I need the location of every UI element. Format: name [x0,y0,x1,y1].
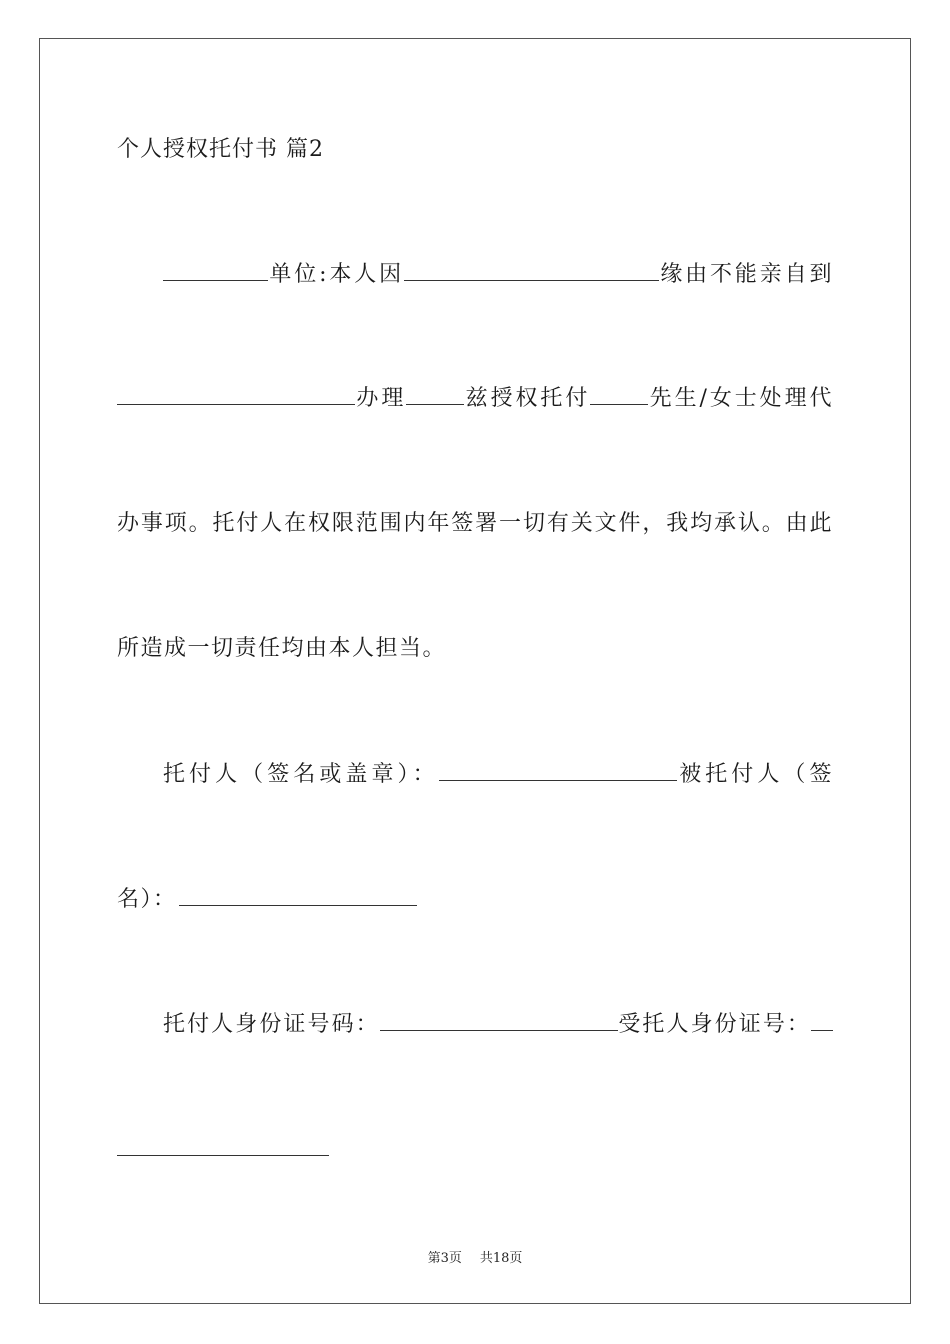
agent-id-blank[interactable] [117,1135,329,1156]
page-border [39,38,911,1304]
principal-id-label: 托付人身份证号码： [163,1012,380,1037]
person-title-text: 先生/女士处理代 [648,386,833,411]
paragraph-line-1 [163,260,833,290]
agent-id-label: 受托人身份证号： [617,1012,811,1037]
page-total: 共18页 [479,1251,523,1266]
principal-id-blank[interactable] [380,1010,618,1031]
unit-blank[interactable] [163,260,268,281]
paragraph-line-2 [117,384,833,414]
agent-signature-line [117,885,833,915]
agent-signature-blank[interactable] [179,885,417,906]
paragraph-line-4: 所造成一切责任均由本人担当。 [117,636,447,661]
document-title: 个人授权托付书 篇2 [117,137,324,162]
authorize-text: 兹授权托付 [464,386,591,411]
principal-signature-blank[interactable] [439,760,677,781]
id-number-line [163,1010,833,1040]
agent-id-blank-start[interactable] [811,1010,833,1031]
page-number: 第3页 [427,1251,462,1266]
agent-signature-label-part1: 被托付人（签 [676,762,833,787]
reason-blank[interactable] [404,260,659,281]
matter-blank[interactable] [406,384,464,405]
principal-signature-label: 托付人（签名或盖章）： [163,762,439,787]
page-footer [0,1247,950,1266]
unit-text: 单位:本人因 [268,262,404,287]
agent-id-continuation-line [117,1135,833,1165]
agent-signature-label-part2: 名）： [117,887,177,912]
handle-text: 办理 [355,386,407,411]
location-blank[interactable] [117,384,355,405]
signature-line [163,760,833,790]
reason-text: 缘由不能亲自到 [658,262,833,287]
paragraph-line-3: 办事项。托付人在权限范围内年签署一切有关文件，我均承认。由此 [117,511,833,536]
person-blank[interactable] [590,384,648,405]
